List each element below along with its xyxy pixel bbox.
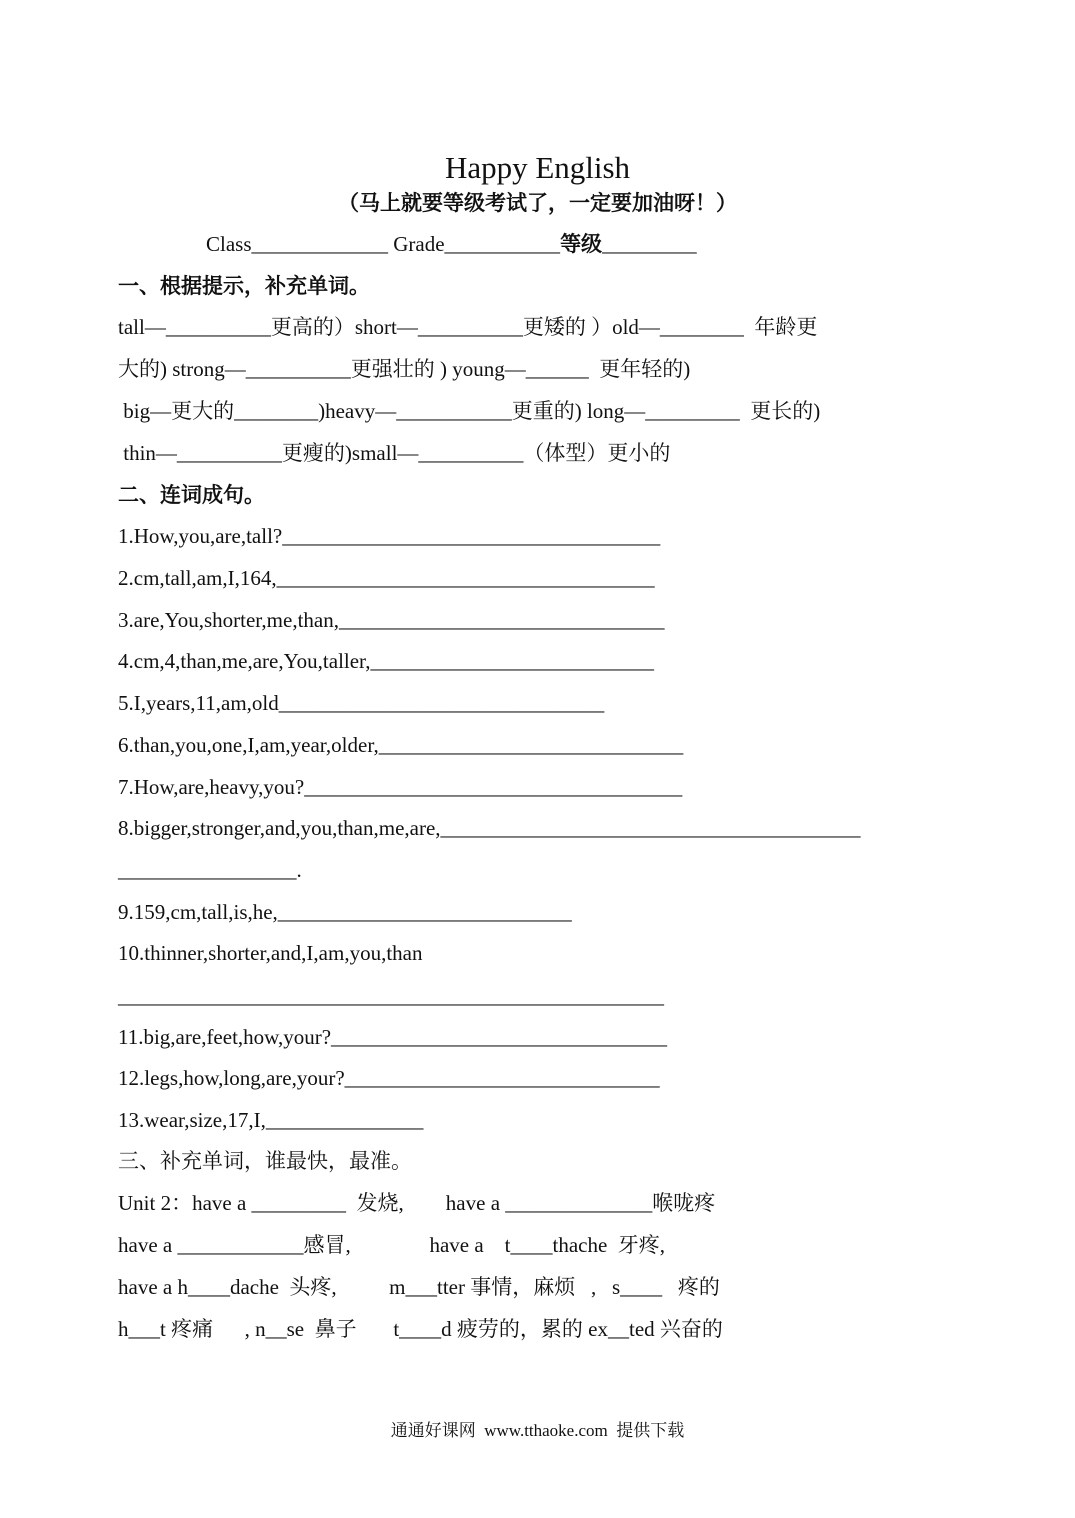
question-line: 6.than,you,one,I,am,year,older,_____________________________ (118, 733, 684, 757)
question-line: 12.legs,how,long,are,your?______________________________ (118, 1066, 660, 1090)
question-line: 1.How,you,are,tall?____________________________________ (118, 524, 661, 548)
question-line: 7.How,are,heavy,you?____________________________________ (118, 775, 683, 799)
footer-credit: 通通好课网 www.tthaoke.com 提供下载 (390, 1421, 685, 1440)
class-grade-fields: Class_____________ Grade___________ (206, 232, 561, 256)
section1-line: tall—__________更高的）short—__________更矮的 ）old—________ 年龄更 (118, 315, 818, 339)
question-line: 5.I,years,11,am,old_______________________________ (118, 691, 605, 715)
answer-blank-line: ____________________________________________________ (118, 984, 664, 1008)
section1-line: big—更大的________)heavy—___________更重的) long—_________ 更长的) (118, 399, 821, 423)
section3-line: Unit 2：have a _________ 发烧, have a ______________喉咙疼 (118, 1191, 716, 1215)
section3-heading: 三、补充单词，谁最快，最准。 (118, 1149, 412, 1173)
section1-line: 大的) strong—__________更强壮的 ) young—______ 更年轻的) (118, 357, 691, 381)
question-line: 4.cm,4,than,me,are,You,taller,___________________________ (118, 649, 654, 673)
level-blank: _________ (602, 232, 697, 256)
question-line: 13.wear,size,17,I,_______________ (118, 1108, 424, 1132)
page-subtitle: （马上就要等级考试了，一定要加油呀！） (338, 191, 737, 215)
section3-line: have a ____________感冒, have a t____thache 牙疼, (118, 1233, 666, 1257)
section3-line: have a h____dache 头疼, m___tter 事情，麻烦 , s____ 疼的 (118, 1275, 720, 1299)
question-line: 11.big,are,feet,how,your?________________________________ (118, 1025, 668, 1049)
question-line: 9.159,cm,tall,is,he,____________________________ (118, 900, 572, 924)
level-label: 等级 (560, 232, 603, 256)
question-line: 8.bigger,stronger,and,you,than,me,are,________________________________________ (118, 816, 861, 840)
class-grade-line (206, 231, 697, 257)
question-line: 2.cm,tall,am,I,164,____________________________________ (118, 566, 655, 590)
section3-line: h___t 疼痛 , n__se 鼻子 t____d 疲劳的，累的 ex__ted 兴奋的 (118, 1317, 723, 1341)
section1-line: thin—__________更瘦的)small—__________（体型）更小的 (118, 441, 671, 465)
answer-blank-line: _________________. (118, 858, 302, 882)
question-line: 3.are,You,shorter,me,than,_______________________________ (118, 608, 665, 632)
section2-heading: 二、连词成句。 (118, 483, 265, 507)
section1-heading: 一、根据提示，补充单词。 (118, 274, 370, 298)
question-line: 10.thinner,shorter,and,I,am,you,than (118, 941, 423, 965)
page-title: Happy English (444, 150, 631, 185)
